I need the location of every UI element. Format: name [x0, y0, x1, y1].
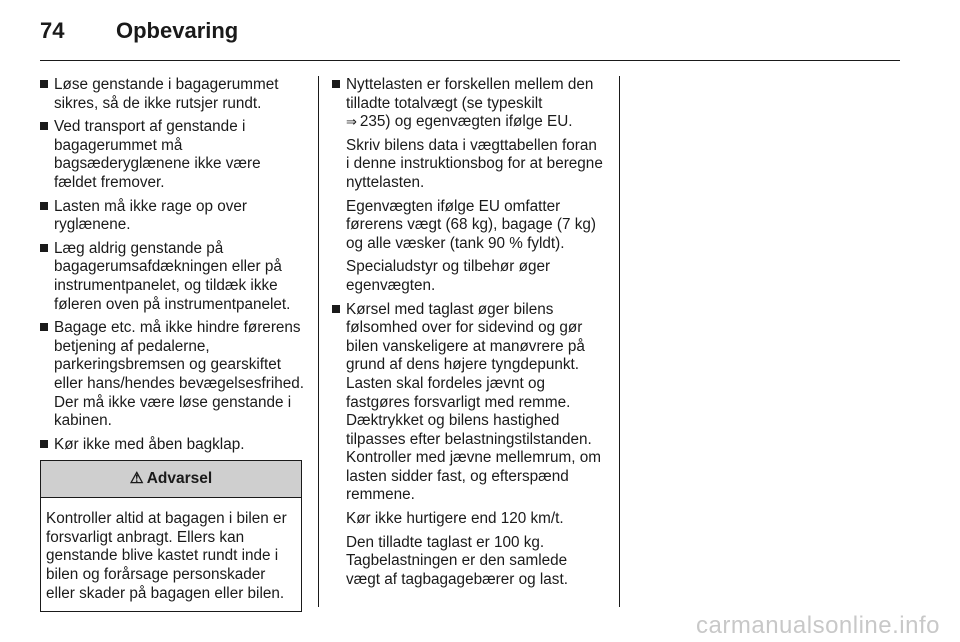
list-item: [40, 436, 304, 455]
list-item-text: Løse genstande i bagagerummet sikres, så de ikke rutsjer rundt.: [54, 76, 279, 112]
bullet-icon: [40, 440, 48, 448]
warning-header: [41, 461, 301, 498]
paragraph: Kør ikke hurtigere end 120 km/t.: [346, 510, 564, 528]
bullet-icon: [40, 122, 48, 130]
list-item-text: Nyttelasten er forskellen mellem den tilladte totalvægt (se typeskilt: [346, 76, 594, 112]
paragraph: Specialudstyr og tilbehør øger egenvægten.: [346, 258, 551, 294]
list-item-text: Kørsel med taglast øger bilens følsomhed over for sidevind og gør bilen vanskeligere at manøvrere på grund af dens højere tyngdepunkt. Lasten skal fordeles jævnt og fastgøres forsvarligt med remme. Dæktrykket og bilens hastighed tilpasses efter belastningstilstanden. Kontroller med jævne mellemrum, om lasten sidder fast, og efterspænd remmene.: [346, 300, 602, 504]
header-divider: [40, 60, 900, 61]
middle-bullet-list: [332, 76, 604, 589]
list-item: [332, 301, 604, 590]
list-item-text: Bagage etc. må ikke hindre førerens betjening af pedalerne, parkeringsbremsen og gearskiftet eller hans/hendes bevægelsesfrihed. Der må ikke være løse genstande i kabinen.: [54, 319, 305, 430]
warning-box: [40, 460, 302, 612]
column-divider: [318, 76, 319, 607]
list-item: [40, 319, 304, 431]
paragraph: Egenvægten ifølge EU omfatter førerens vægt (68 kg), bagage (7 kg) og alle væsker (tank 90 % fyldt).: [346, 197, 596, 252]
warning-title: Advarsel: [146, 469, 213, 487]
page-reference-text: 235) og egenvægten ifølge EU.: [359, 113, 573, 131]
page-number: 74: [40, 18, 65, 43]
column-divider: [619, 76, 620, 607]
list-item: [40, 118, 304, 192]
warning-triangle-icon: ⚠: [129, 469, 144, 487]
page-reference-arrow-icon[interactable]: ⇒: [346, 114, 357, 130]
list-item: [40, 240, 304, 314]
list-item: [332, 76, 604, 296]
bullet-icon: [332, 80, 340, 88]
paragraph: Den tilladte taglast er 100 kg. Tagbelastningen er den samlede vægt af tagbagagebærer og last.: [346, 533, 568, 588]
bullet-icon: [40, 202, 48, 210]
left-column: [40, 76, 304, 612]
list-item-text: Lasten må ikke rage op over ryglænene.: [54, 197, 248, 234]
list-item-text: Kør ikke med åben bagklap.: [54, 435, 245, 453]
bullet-icon: [332, 305, 340, 313]
warning-body: Kontroller altid at bagagen i bilen er forsvarligt anbragt. Ellers kan genstande blive kastet rundt inde i bilen og forårsage personskader eller skader på bagagen eller bilen.: [46, 510, 287, 602]
left-bullet-list: [40, 76, 304, 454]
list-item: [40, 76, 304, 113]
page-title: Opbevaring: [116, 18, 239, 43]
page-header: [40, 18, 238, 48]
paragraph: Skriv bilens data i vægttabellen foran i denne instruktionsbog for at beregne nyttelasten.: [346, 136, 603, 191]
list-item-text: Læg aldrig genstande på bagagerumsafdækningen eller på instrumentpanelet, og tildæk ikke føleren oven på instrumentpanelet.: [54, 239, 291, 313]
watermark: carmanualsonline.info: [696, 612, 940, 639]
list-item-text: Ved transport af genstande i bagagerummet må bagsæderyglænene ikke være fældet fremover.: [54, 118, 261, 191]
middle-column: [332, 76, 604, 594]
bullet-icon: [40, 80, 48, 88]
list-item: [40, 198, 304, 235]
bullet-icon: [40, 323, 48, 331]
bullet-icon: [40, 244, 48, 252]
